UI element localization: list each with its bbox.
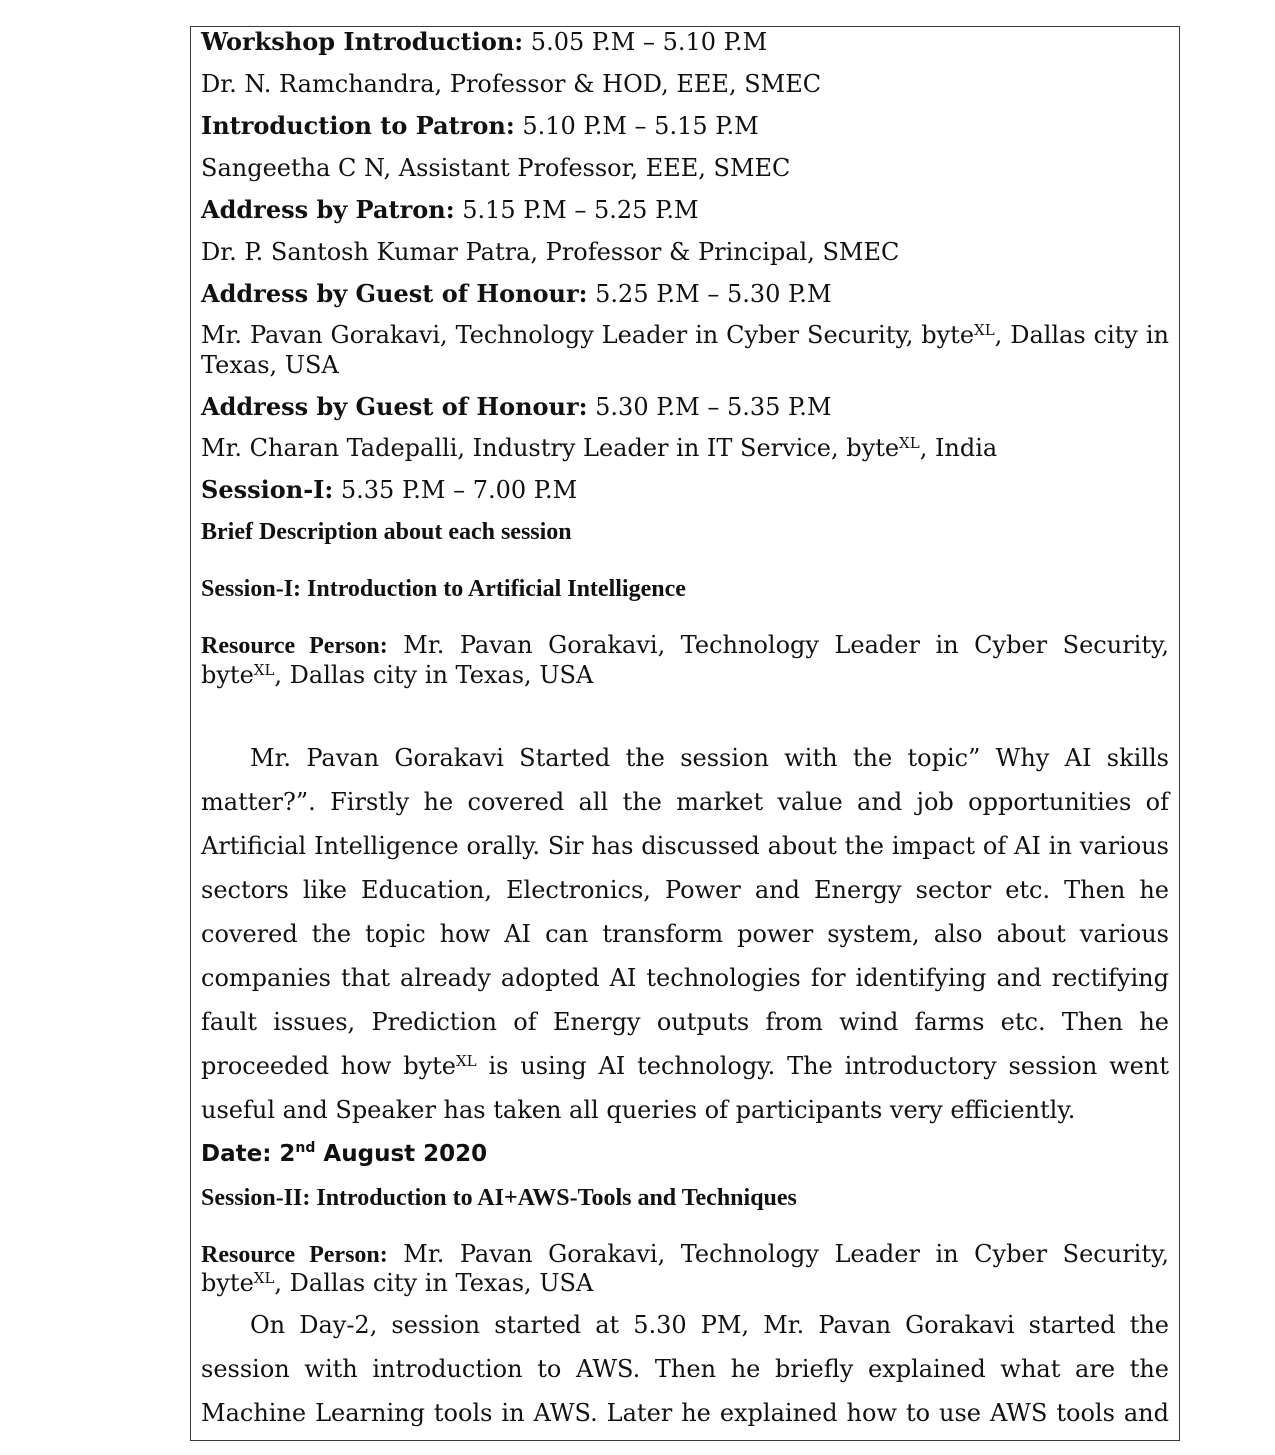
session-title: Session-I: Introduction to Artificial Intelligence	[201, 576, 686, 602]
agenda-line	[201, 27, 1169, 57]
agenda-label: Session-I:	[201, 475, 334, 504]
paragraph-text: proceeded how byte	[201, 1052, 456, 1080]
resource-person-label: Resource Person:	[201, 1242, 388, 1268]
agenda-label: Introduction to Patron:	[201, 111, 515, 140]
agenda-time: 5.10 P.M – 5.15 P.M	[514, 112, 759, 140]
paragraph-line: companies that already adopted AI technologies for identifying and rectifying	[201, 964, 1169, 992]
agenda-person-cont: Texas, USA	[201, 351, 339, 379]
superscript: XL	[974, 321, 995, 339]
date-text: Date: 2	[201, 1141, 296, 1167]
person-text: , Dallas city in	[994, 321, 1170, 349]
agenda-person: Dr. N. Ramchandra, Professor & HOD, EEE, SMEC	[201, 70, 822, 98]
agenda-time: 5.30 P.M – 5.35 P.M	[587, 393, 832, 421]
resource-person-text: byte	[201, 661, 254, 689]
agenda-label: Workshop Introduction:	[201, 27, 524, 56]
resource-person-text: Mr. Pavan Gorakavi, Technology Leader in Cyber Security,	[387, 1240, 1169, 1268]
paragraph-line: useful and Speaker has taken all queries of participants very efficiently.	[201, 1096, 1076, 1124]
resource-person-line	[201, 630, 1169, 660]
resource-person-line	[201, 1268, 1169, 1298]
resource-person-text: , Dallas city in Texas, USA	[274, 661, 594, 689]
paragraph-line: matter?”. Firstly he covered all the market value and job opportunities of	[201, 788, 1169, 816]
paragraph-line: sectors like Education, Electronics, Power and Energy sector etc. Then he	[201, 876, 1169, 904]
agenda-line	[201, 195, 1169, 225]
agenda-line	[201, 279, 1169, 309]
agenda-time: 5.15 P.M – 5.25 P.M	[454, 196, 699, 224]
superscript: XL	[899, 434, 920, 452]
agenda-line	[201, 111, 1169, 141]
date-heading	[201, 1139, 487, 1169]
agenda-line	[201, 392, 1169, 422]
paragraph-text: is using AI technology. The introductory session went	[476, 1052, 1169, 1080]
person-text: Mr. Charan Tadepalli, Industry Leader in IT Service, byte	[201, 434, 900, 462]
resource-person-label: Resource Person:	[201, 633, 388, 659]
agenda-person	[201, 433, 1169, 463]
superscript: XL	[455, 1052, 477, 1070]
superscript: nd	[295, 1140, 316, 1156]
date-text: August 2020	[315, 1141, 488, 1167]
paragraph-line: Machine Learning tools in AWS. Later he explained how to use AWS tools and	[201, 1399, 1169, 1427]
agenda-label: Address by Guest of Honour:	[201, 279, 588, 308]
agenda-person: Dr. P. Santosh Kumar Patra, Professor & Principal, SMEC	[201, 238, 900, 266]
section-heading: Brief Description about each session	[201, 519, 572, 545]
agenda-time: 5.05 P.M – 5.10 P.M	[523, 28, 768, 56]
agenda-time: 5.35 P.M – 7.00 P.M	[333, 476, 578, 504]
resource-person-line	[201, 1239, 1169, 1269]
agenda-label: Address by Patron:	[201, 195, 455, 224]
resource-person-text: , Dallas city in Texas, USA	[274, 1269, 594, 1297]
paragraph-line: fault issues, Prediction of Energy outputs from wind farms etc. Then he	[201, 1008, 1169, 1036]
paragraph-line: Artificial Intelligence orally. Sir has discussed about the impact of AI in various	[201, 832, 1169, 860]
paragraph-line: On Day-2, session started at 5.30 PM, Mr. Pavan Gorakavi started the	[250, 1311, 1169, 1339]
session-title: Session-II: Introduction to AI+AWS-Tools and Techniques	[201, 1185, 797, 1211]
resource-person-text: byte	[201, 1269, 254, 1297]
paragraph-line: session with introduction to AWS. Then he briefly explained what are the	[201, 1355, 1169, 1383]
agenda-label: Address by Guest of Honour:	[201, 392, 588, 421]
person-text: , India	[919, 434, 998, 462]
paragraph-line: covered the topic how AI can transform power system, also about various	[201, 920, 1169, 948]
agenda-time: 5.25 P.M – 5.30 P.M	[587, 280, 832, 308]
paragraph-line	[201, 1051, 1169, 1081]
superscript: XL	[253, 1269, 275, 1287]
paragraph-line: Mr. Pavan Gorakavi Started the session with the topic” Why AI skills	[250, 744, 1169, 772]
agenda-person: Sangeetha C N, Assistant Professor, EEE, SMEC	[201, 154, 791, 182]
resource-person-text: Mr. Pavan Gorakavi, Technology Leader in Cyber Security,	[387, 631, 1169, 659]
person-text: Mr. Pavan Gorakavi, Technology Leader in Cyber Security, byte	[201, 321, 975, 349]
resource-person-line	[201, 660, 1169, 690]
superscript: XL	[253, 661, 275, 679]
agenda-person	[201, 320, 1169, 350]
agenda-line	[201, 475, 1169, 505]
